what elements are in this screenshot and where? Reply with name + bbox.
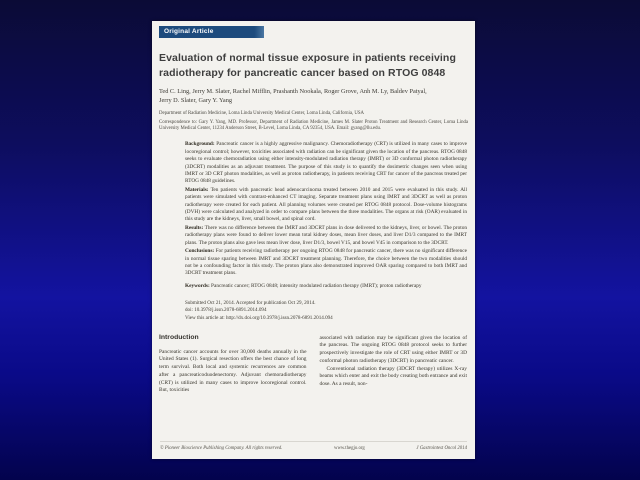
submission-dates: Submitted Oct 21, 2014. Accepted for publication Oct 29, 2014.: [185, 300, 316, 307]
abstract-materials-label: Materials:: [185, 186, 209, 193]
correspondence: Correspondence to: Gary Y. Yang, MD. Professor, Department of Radiation Medicine, James M. Slater Proton Treatment and Research Center, Loma Linda University Medical Center, 11234 Anderson Street, B-Level, Loma Linda, CA 92354, USA. Email: gyang@llu.edu.: [159, 119, 468, 131]
introduction-left-text: Pancreatic cancer accounts for over 30,000 deaths annually in the United States (1). Surgical resection offers the best chance of long term survival. Both local and systemic recurrences are common after a pancreaticoduodenectomy. Adjuvant chemoradiotherapy (CRT) is utilized in many cases to improve locoregional control. But, toxicities: [159, 348, 307, 394]
view-article-url: View this article at: http://dx.doi.org/10.3978/j.issn.2078-6891.2014.094: [185, 314, 333, 321]
keywords: [185, 283, 467, 290]
paper-title-line-2: radiotherapy for pancreatic cancer based on RTOG 0848: [159, 66, 446, 79]
abstract-background-text: Pancreatic cancer is a highly aggressive malignancy. Chemoradiotherapy (CRT) is utilized in many cases to improve locoregional control; however, toxicities associated with radiation can be significant given the location of the pancreas. RTOG 0848 seeks to evaluate chemoradiation using either intensity-modulated radiation therapy (IMRT) or 3D conformal photon radiotherapy (3DCRT) modalities as an adjuvant treatment. The purpose of this study is to quantify the dosimetric changes seen when using IMRT or 3D CRT photon modalities, as well as proton radiotherapy, in patients receiving CRT for cancer of the pancreas treated per RTOG 0848 guidelines.: [185, 141, 467, 185]
abstract-materials-text: Ten patients with pancreatic head adenocarcinoma treated between 2010 and 2015 were evaluated in this study. All patients were simulated with contrast-enhanced CT imaging. Separate treatment plans using IMRT and 3DCRT as well as proton radiotherapy were created for each patient. All planning volumes were created per RTOG 0848 protocol. Dose-volume histograms (DVH) were calculated and analyzed in order to compare plans between the three modalities. The organs at risk (OAR) evaluated in this study are the kidneys, liver, small bowel, and spinal cord.: [185, 186, 467, 223]
introduction-right-text-1: associated with radiation may be significant given the location of the pancreas. The ongoing RTOG 0848 protocol seeks to further prospectively investigate the role of CRT using either IMRT or 3D conformal photon radiotherapy (3DCRT) in pancreatic cancer.: [319, 334, 467, 364]
affiliation: Department of Radiation Medicine, Loma Linda University Medical Center, Loma Linda, California, USA: [159, 111, 364, 117]
paper-title: [159, 51, 467, 80]
abstract-results-text: There was no difference between the IMRT and 3DCRT plans in dose delivered to the kidneys, liver, or bowel. The proton radiotherapy plans were found to deliver lower mean total kidney doses, mean liver doses, and liver D1/3 compared to the IMRT plans. The proton plans also gave less mean liver dose, liver D1/3, bowel V15, and bowel V45 in comparison to the 3DCRT.: [185, 224, 467, 246]
author-list: [159, 88, 467, 105]
paper-page: [152, 21, 475, 459]
article-type-label: Original Article: [164, 28, 214, 35]
introduction-right-text-2: Conventional radiation therapy (3DCRT therapy) utilizes X-ray beams which enter and exit the body creating both entrance and exit dose. As a result, non-: [319, 365, 467, 387]
author-list-line-2: Jerry D. Slater, Gary Y. Yang: [159, 96, 233, 104]
page-footer: [160, 441, 467, 452]
abstract-background-label: Background:: [185, 141, 215, 148]
submission-info: [185, 300, 467, 322]
keywords-label: Keywords:: [185, 282, 210, 289]
abstract-conclusions-text: For patients receiving radiotherapy per ongoing RTOG 0848 for pancreatic cancer, there was no significant difference in normal tissue sparing between IMRT and 3DCRT treatment planning. Therefore, the choice between the two modalities should not be a confounding factor in this study. The proton plans also demonstrated improved OAR sparing compared to both IMRT and 3DCRT treatment plans.: [185, 248, 468, 277]
abstract-conclusions-label: Conclusions:: [185, 248, 215, 255]
introduction-right-column: [320, 333, 468, 395]
journal-url: www.thegjo.org: [333, 446, 365, 451]
abstract: [185, 141, 467, 290]
abstract-materials: [185, 187, 467, 224]
keywords-text: Pancreatic cancer; RTOG 0848; intensity modulated radiation therapy (IMRT); proton radiotherapy: [211, 282, 422, 289]
introduction-heading: Introduction: [159, 333, 199, 341]
journal-citation: J Gastrointest Oncol 2014: [416, 446, 467, 451]
abstract-results-label: Results:: [185, 224, 204, 231]
abstract-results: [185, 225, 467, 247]
paper-title-line-1: Evaluation of normal tissue exposure in patients receiving: [159, 52, 456, 64]
introduction-section: [159, 333, 467, 395]
abstract-conclusions: [185, 248, 467, 278]
doi-line: doi: 10.3978/j.issn.2078-6891.2014.094: [185, 307, 267, 314]
author-list-line-1: Ted C. Ling, Jerry M. Slater, Rachel Mifflin, Prashanth Nookala, Roger Grove, Anh M. Ly, Baldev Patyal,: [159, 88, 427, 95]
article-type-badge: [159, 26, 264, 38]
abstract-background: [185, 141, 467, 185]
introduction-left-column: [159, 333, 307, 395]
copyright-notice: © Pioneer Bioscience Publishing Company. All rights reserved.: [160, 446, 283, 451]
